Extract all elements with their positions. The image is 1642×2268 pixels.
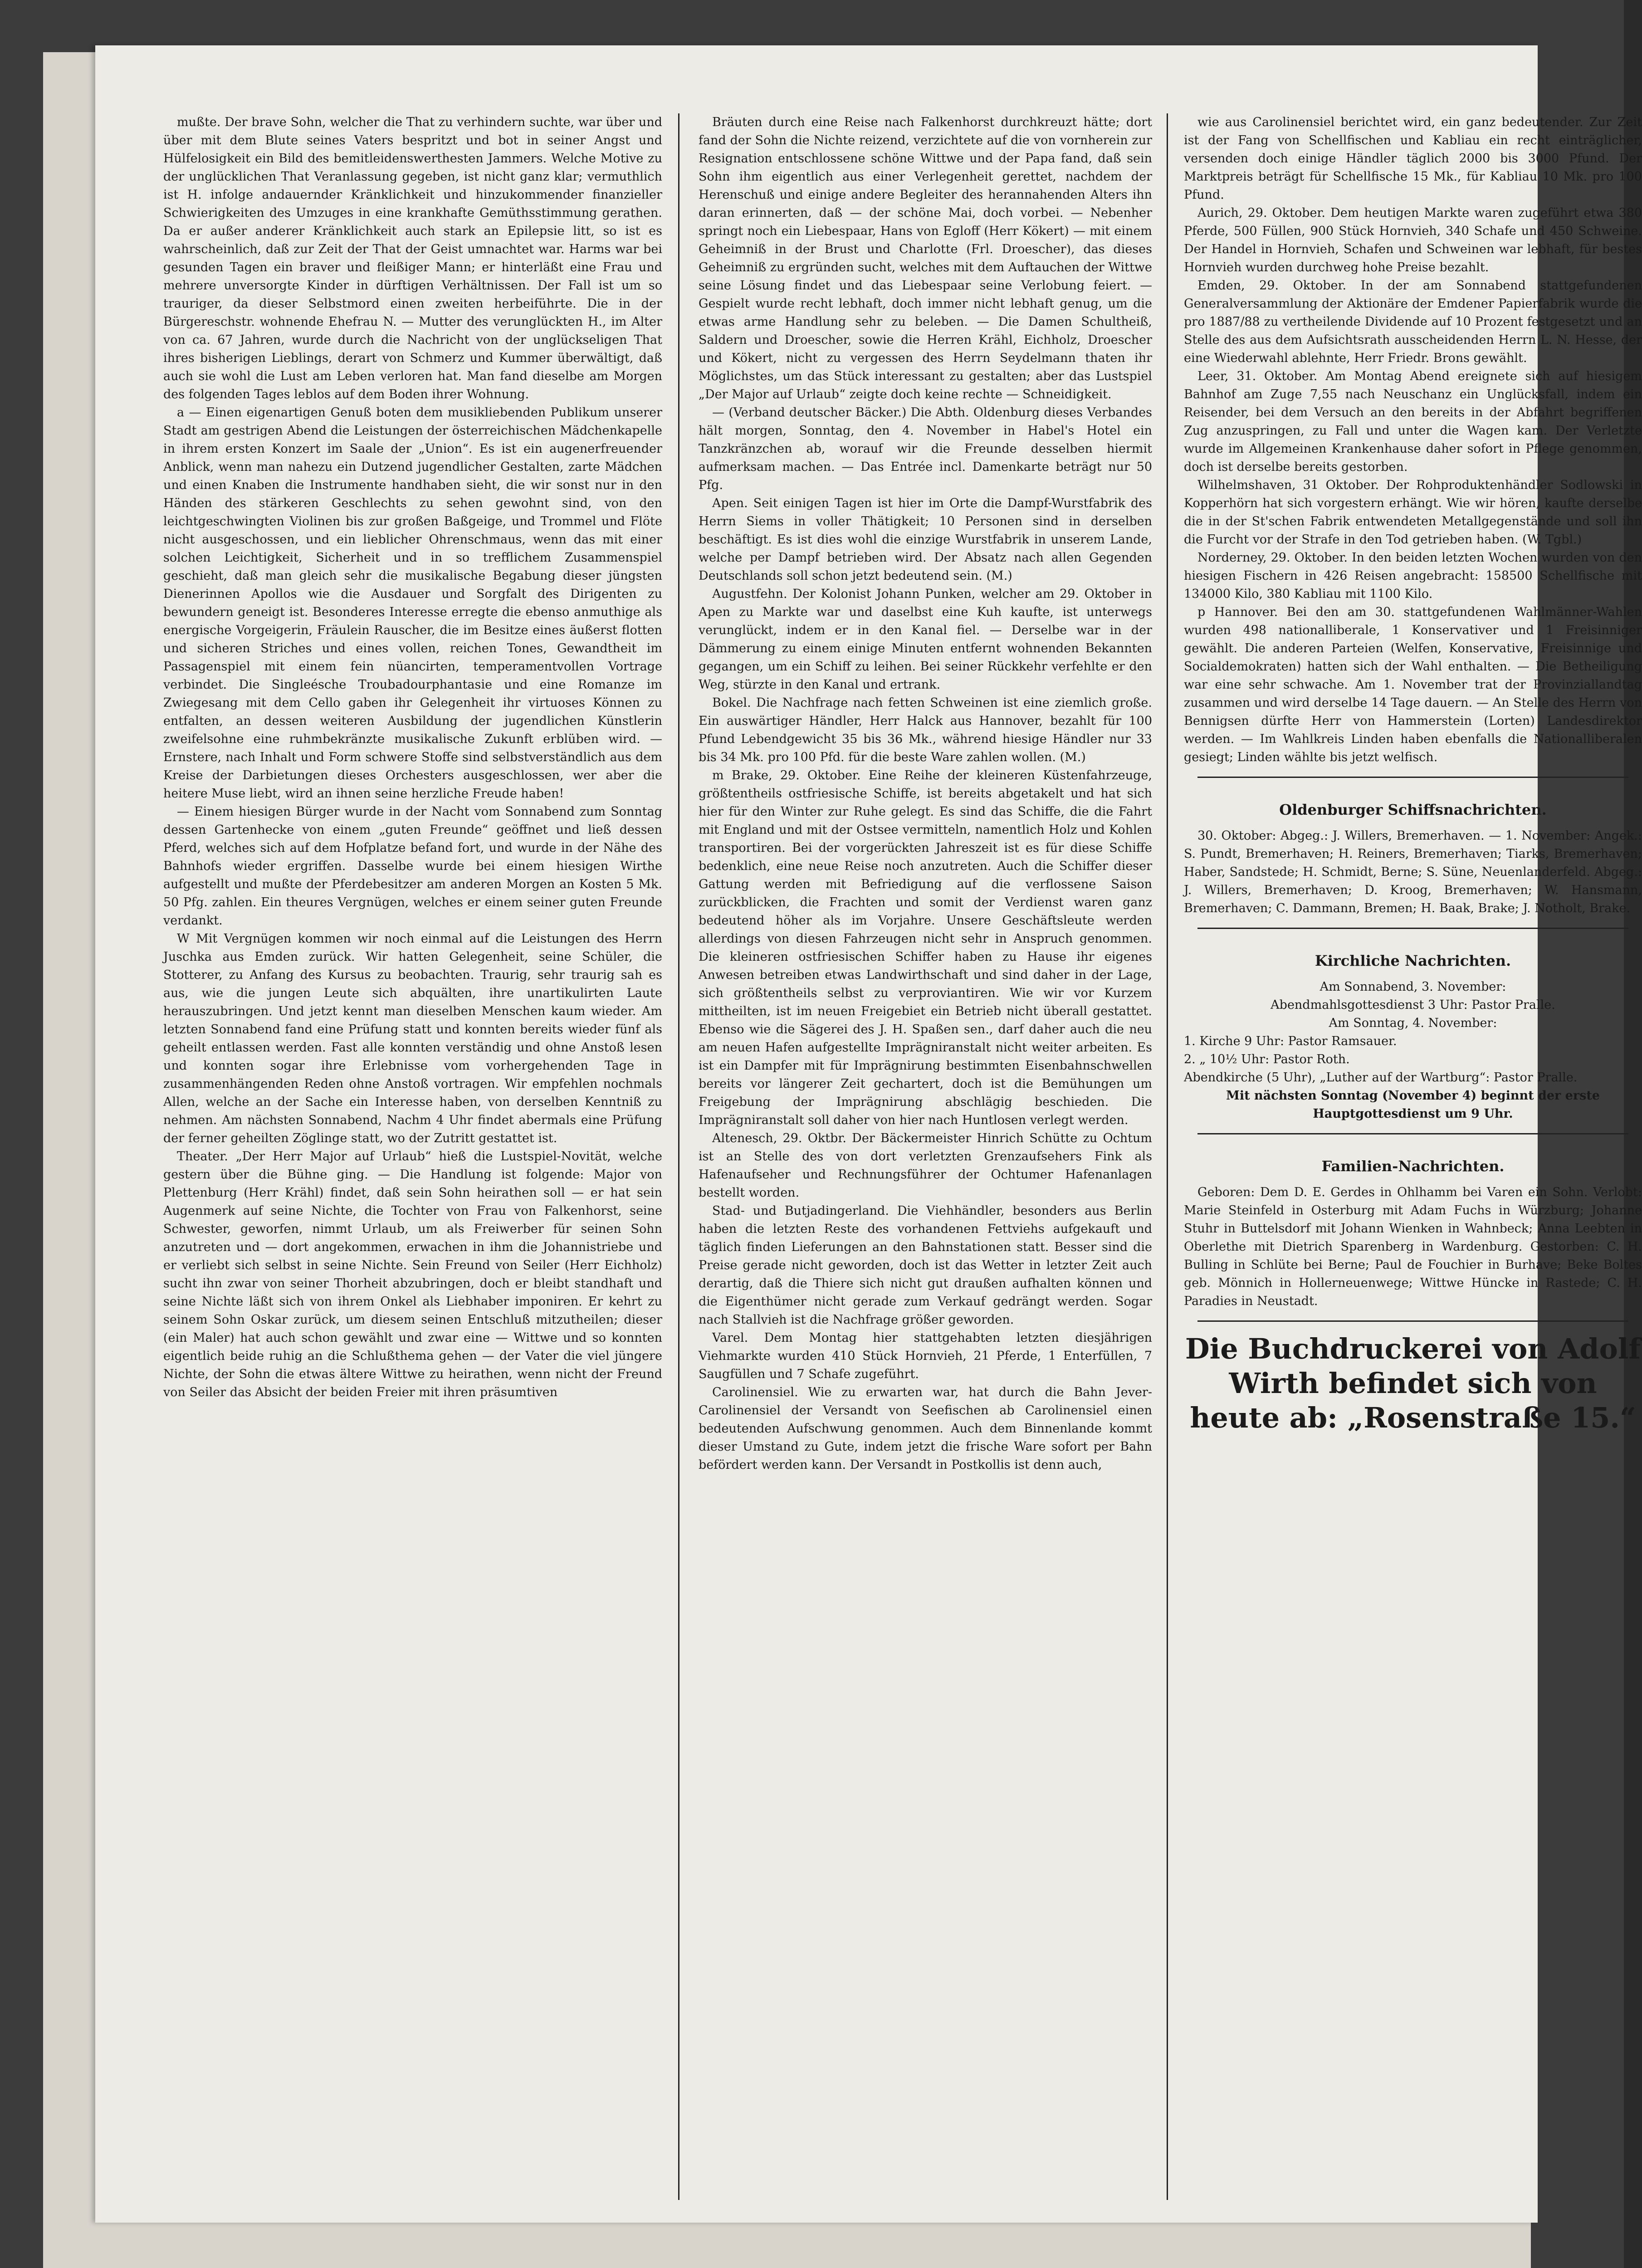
- article-hannover: p Hannover. Bei den am 30. stattgefundenen Wahlmänner-Wahlen wurden 498 nationalliberale, 1 Konservativer und 1 Freisinniger gewählt. Die anderen Parteien (Welfen, Konservative, Freisinnige und Socialdemokraten) hatten sich der Wahl enthalten. — Die Betheiligung war eine sehr schwache. Am 1. November trat der Provinziallandtag zusammen und wird derselbe 14 Tage dauern. — An Stelle des Herrn von Bennigsen dürfte Herr von Hammerstein (Lorten) Landesdirektor werden. — Im Wahlkreis Linden haben ebenfalls die Nationalliberalen gesiegt; Linden wählte bis jetzt welfisch.: [1184, 605, 1642, 764]
- church-line: 2. „ 10½ Uhr: Pastor Roth.: [1184, 1052, 1350, 1066]
- article-norderney: Norderney, 29. Oktober. In den beiden letzten Wochen wurden von den hiesigen Fischern in 426 Reisen angebracht: 158500 Schellfische mit 134000 Kilo, 380 Kabliau mit 1100 Kilo.: [1184, 551, 1642, 601]
- article-bokel: Bokel. Die Nachfrage nach fetten Schweinen ist eine ziemlich große. Ein auswärtiger Händler, Herr Halck aus Hannover, bezahlt für 100 Pfund Lebendgewicht 35 bis 36 Mk., während hiesige Händler nur 33 bis 34 Mk. pro 100 Pfd. für die beste Ware zahlen wollen. (M.): [699, 696, 1152, 764]
- church-line: Am Sonntag, 4. November:: [1329, 1016, 1497, 1030]
- article-carolinensiel: Carolinensiel. Wie zu erwarten war, hat durch die Bahn Jever-Carolinensiel der Versandt von Seefischen ab Carolinensiel einen bedeutenden Aufschwung genommen. Auch dem Binnenlande kommt dieser Umstand zu Gute, indem jetzt die frische Ware sofort per Bahn befördert werden kann. Der Versandt in Postkollis ist denn auch,: [699, 1385, 1152, 1472]
- church-line: Abendkirche (5 Uhr), „Luther auf der Wartburg“: Pastor Pralle.: [1184, 1070, 1578, 1085]
- article-altenesch: Altenesch, 29. Oktbr. Der Bäckermeister Hinrich Schütte zu Ochtum ist an Stelle des von dort verletzten Grenzaufsehers Fink als Hafenaufseher und Rechnungsführer der Ochtumer Hafenanlagen bestellt worden.: [699, 1131, 1152, 1200]
- article-suicide: mußte. Der brave Sohn, welcher die That zu verhindern suchte, war über und über mit dem Blute seines Vaters bespritzt und bot in seiner Angst und Hülfelosigkeit ein Bild des bemitleidenswerthesten Jammers. Welche Motive zu der unglücklichen That Veranlassung gegeben, ist nicht ganz klar; vermuthlich ist H. infolge andauernder Kränklichkeit und hinzukommender finanzieller Schwierigkeiten des Umzuges in eine krankhafte Gemüthsstimmung gerathen. Da er außer anderer Kränklichkeit auch stark an Epilepsie litt, so ist es wahrscheinlich, daß zur Zeit der That der Geist umnachtet war. Harms war bei gesunden Tagen ein braver und fleißiger Mann; er hinterläßt eine Frau und mehrere unversorgte Kinder in dürftigen Verhältnissen. Der Fall ist um so trauriger, da dieser Selbstmord einen zweiten herbeiführte. Die in der Bürgereschstr. wohnende Ehefrau N. — Mutter des verunglückten H., im Alter von ca. 67 Jahren, wurde durch die Nachricht von der unglückseligen That ihres bisherigen Lieblings, derart von Schmerz und Kummer überwältigt, daß auch sie wohl die Lust am Leben verloren hat. Man fand dieselbe am Morgen des folgenden Tages leblos auf dem Boden ihrer Wohnung.: [163, 115, 662, 401]
- church-line: Am Sonnabend, 3. November:: [1319, 980, 1506, 994]
- article-horse: — Einem hiesigen Bürger wurde in der Nacht vom Sonnabend zum Sonntag dessen Gartenhecke von einem „guten Freunde“ geöffnet und ließ dessen Pferd, welches sich auf dem Hofplatze befand fort, und wurde in der Nähe des Bahnhofs wieder ergriffen. Dasselbe wurde bei einem hiesigen Wirthe aufgestellt und mußte der Pferdebesitzer am anderen Morgen an Kosten 5 Mk. 50 Pfg. zahlen. Ein theures Vergnügen, welches er einem seiner guten Freunde verdankt.: [163, 805, 662, 928]
- column-rule: [678, 113, 679, 2200]
- family-heading: Familien-Nachrichten.: [1321, 1158, 1505, 1175]
- article-brake: m Brake, 29. Oktober. Eine Reihe der kleineren Küstenfahrzeuge, größtentheils ostfriesische Schiffe, ist bereits abgetakelt und hat sich hier für den Winter zur Ruhe gelegt. Es sind das Schiffe, die die Fahrt mit England und mit der Ostsee vermitteln, namentlich Holz und Kohlen transportiren. Bei der vorgerückten Jahreszeit ist es für diese Schiffe bedenklich, eine neue Reise noch anzutreten. Auch die Schiffer dieser Gattung werden mit Befriedigung auf die verflossene Saison zurückblicken, die Frachten und somit der Verdienst waren ganz bedeutend höher als im Vorjahre. Unsere Geschäftsleute werden allerdings von diesen Fahrzeugen nicht sehr in Anspruch genommen. Die kleineren ostfriesischen Schiffer haben zu Hause ihr eigenes Anwesen betreiben etwas Landwirthschaft und sind daher in der Lage, sich größtentheils selbst zu verproviantiren. Wie wir vor Kurzem mittheilten, ist im neuen Freigebiet ein Betrieb nicht überall gestattet. Ebenso wie die Sägerei des J. H. Spaßen sen., darf daher auch die neu am neuen Hafen aufgestellte Imprägniranstalt nicht weiter arbeiten. Es ist ein Dampfer mit für Imprägnirung bestimmten Eisenbahnschwellen bereits vor längerer Zeit gechartert, doch ist die Bemühungen um Freigebung der Imprägnirung abschlägig beschieden. Die Imprägniranstalt soll daher von hier nach Huntlosen verlegt werden.: [699, 768, 1152, 1127]
- print-shop-advert: Die Buchdruckerei von Adolf Wirth befindet sich von heute ab: „Rosenstraße 15.“: [1185, 1332, 1641, 1434]
- article-wilhelmshaven: Wilhelmshaven, 31 Oktober. Der Rohproduktenhändler Sodlowski in Kopperhörn hat sich vorgestern erhängt. Wie wir hören, kaufte derselbe die in der St'schen Fabrik entwendeten Metallgegenstände und soll ihn die Furcht vor der Strafe in den Tod getrieben haben. (W. Tgbl.): [1184, 478, 1642, 547]
- article-theater: Theater. „Der Herr Major auf Urlaub“ hieß die Lustspiel-Novität, welche gestern über die Bühne ging. — Die Handlung ist folgende: Major von Plettenburg (Herr Krähl) findet, daß sein Sohn heirathen soll — er hat sein Augenmerk auf seine Nichte, die Tochter von Frau von Falkenhorst, seine Schwester, geworfen, nimmt Urlaub, um als Freiwerber für seinen Sohn anzutreten und — dort angekommen, erwachen in ihm die Johannistriebe und er verliebt sich selbst in seine Nichte. Sein Freund von Seiler (Herr Eichholz) sucht ihn zwar von seiner Thorheit abzubringen, doch er bleibt standhaft und seine Nichte läßt sich von ihrem Onkel als Liebhaber imponiren. Er kehrt zu seinem Sohn Oskar zurück, um diesem seinen Entschluß mitzutheilen; dieser (ein Maler) hat auch schon gewählt und zwar eine — Wittwe und so konnten eigentlich beide ruhig an die Schlußthema gehen — der Vater die viel jüngere Nichte, der Sohn die etwas ältere Wittwe zu heirathen, wenn nicht der Freund von Seiler das Absicht der beiden Freier mit ihren präsumtiven: [163, 1149, 662, 1399]
- church-line: Abendmahlsgottesdienst 3 Uhr: Pastor Pralle.: [1271, 998, 1555, 1012]
- article-concert: a — Einen eigenartigen Genuß boten dem musikliebenden Publikum unserer Stadt am gestrigen Abend die Leistungen der österreichischen Mädchenkapelle in ihrem ersten Konzert im Saale der „Union“. Es ist ein augenerfreuender Anblick, wenn man nahezu ein Dutzend jugendlicher Gestalten, zarte Mädchen und einen Knaben die Instrumente handhaben sieht, die wir sonst nur in den Händen des stärkeren Geschlechts zu sehen gewohnt sind, von den leichtgeschwingten Violinen bis zur großen Baßgeige, und Trommel und Flöte nicht ausgeschossen, und ein lieblicher Ohrenschmaus, wenn das mit einer solchen Leichtigkeit, Sicherheit und in so trefflichem Zusammenspiel geschieht, daß man gleich sehr die musikalische Begabung dieser jüngsten Dienerinnen Apollos wie die Ausdauer und Sorgfalt des Dirigenten zu bewundern geneigt ist. Besonderes Interesse erregte die ebenso anmuthige als energische Vorgeigerin, Fräulein Rauscher, die im Besitze eines äußerst flotten und sicheren Striches und eines vollen, reichen Tones, Gewandtheit im Passagenspiel mit einem fein nüancirten, temperamentvollen Vortrage verbindet. Die Singleésche Troubadourphantasie und eine Romanze im Zwiegesang mit dem Cello gaben ihr Gelegenheit ihr virtuoses Können zu entfalten, an dessen weiteren Ausbildung der jugendlichen Künstlerin zweifelsohne eine ruhmbekränzte musikalische Zukunft erblüben wird. — Ernstere, nach Inhalt und Form schwere Stoffe sind selbstverständlich aus dem Kreise der Darbietungen dieses Orchesters ausgeschlossen, wer aber die heitere Muse liebt, wird an ihnen seine herzliche Freude haben!: [163, 406, 662, 801]
- article-leer: Leer, 31. Oktober. Am Montag Abend ereignete sich auf hiesigem Bahnhof am Zuge 7,55 nach Neuschanz ein Unglücksfall, indem ein Reisender, bei dem Versuch an den bereits in der Abfahrt begriffenen Zug anzuspringen, zu Fall und unter die Wagen kam. Der Verletzte wurde im Allgemeinen Krankenhause daher sofort in Pflege genommen, doch ist derselbe bereits gestorben.: [1184, 369, 1642, 474]
- section-divider: [1197, 928, 1628, 929]
- article-augustfehn: Augustfehn. Der Kolonist Johann Punken, welcher am 29. Oktober in Apen zu Markte war und daselbst eine Kuh kaufte, ist unterwegs verunglückt, indem er in den Kanal fiel. — Derselbe war in der Dämmerung zu einem einige Minuten entfernt wohnenden Bekannten gegangen, um ein Schiff zu leihen. Bei seiner Rückkehr verfehlte er den Weg, stürzte in den Kanal und ertrank.: [699, 587, 1152, 692]
- column-middle: [699, 113, 1152, 1474]
- article-bakers: — (Verband deutscher Bäcker.) Die Abth. Oldenburg dieses Verbandes hält morgen, Sonntag, den 4. November in Habel's Hotel ein Tanzkränzchen ab, worauf wir die Freunde desselben hiermit aufmerksam machen. — Das Entrée incl. Damenkarte beträgt nur 50 Pfg.: [699, 406, 1152, 492]
- article-butjadingerland: Stad- und Butjadingerland. Die Viehhändler, besonders aus Berlin haben die letzten Reste des vorhandenen Fettviehs aufgekauft und täglich finden Lieferungen an den Bahnstationen statt. Besser sind die Preise gerade nicht geworden, doch ist das Wetter in letzter Zeit auch derartig, daß die Thiere sich nicht gut draußen aufhalten können und die Eigenthümer nicht gerade zum Verkauf gedrängt werden. Sogar nach Stallvieh ist die Nachfrage größer geworden.: [699, 1204, 1152, 1327]
- ships-list: 30. Oktober: Abgeg.: J. Willers, Bremerhaven. — 1. November: Angek.: S. Pundt, Bremerhaven; H. Reiners, Bremerhaven; Tiarks, Bremerhaven; Haber, Sandstede; H. Schmidt, Berne; S. Süne, Neuenlanderfeld. Abgeg.: J. Willers, Bremerhaven; D. Kroog, Bremerhaven; W. Hansmann, Bremerhaven; C. Dammann, Bremen; H. Baak, Brake; J. Notholt, Brake.: [1184, 829, 1642, 915]
- church-heading: Kirchliche Nachrichten.: [1315, 952, 1511, 969]
- article-theater-cont: Bräuten durch eine Reise nach Falkenhorst durchkreuzt hätte; dort fand der Sohn die Nichte reizend, verzichtete auf die von vornherein zur Resignation entschlossene schöne Wittwe und der Papa fand, daß sein Sohn ihm eigentlich aus einer Verlegenheit gerettet, nachdem der Herenschuß und einige andere Begleiter des herannahenden Alters ihn daran erinnerten, daß — der schöne Mai, doch vorbei. — Nebenher springt noch ein Liebespaar, Hans von Egloff (Herr Kökert) — mit einem Geheimniß in der Brust und Charlotte (Frl. Droescher), das dieses Geheimniß zu ergründen sucht, welches mit dem Auftauchen der Wittwe seine Lösung findet und das Liebespaar seine Verlobung feiert. — Gespielt wurde recht lebhaft, doch immer nicht lebhaft genug, um die etwas arme Handlung sehr zu beleben. — Die Damen Schultheiß, Saldern und Droescher, sowie die Herren Krähl, Eichholz, Droescher und Kökert, nicht zu vergessen des Herrn Seydelmann thaten ihr Möglichstes, um das Stück interessant zu gestalten; aber das Lustspiel „Der Major auf Urlaub“ zeigte doch keine rechte — Schneidigkeit.: [699, 115, 1152, 401]
- church-line: 1. Kirche 9 Uhr: Pastor Ramsauer.: [1184, 1034, 1397, 1048]
- newspaper-page: [95, 45, 1642, 2223]
- article-stutterers: W Mit Vergnügen kommen wir noch einmal auf die Leistungen des Herrn Juschka aus Emden zurück. Wir hatten Gelegenheit, seine Schüler, die Stotterer, zu Anfang des Kursus zu beobachten. Traurig, sehr traurig sah es aus, wie die jungen Leute sich abquälten, ihre unartikulirten Laute herauszubringen. Und jetzt kennt man dieselben Menschen kaum wieder. Am letzten Sonnabend fand eine Prüfung statt und konnten bereits wieder fünf als geheilt entlassen werden. Fast alle konnten verständig und ohne Anstoß lesen und konnten sogar ihre Erlebnisse vom vorhergehenden Tage in zusammenhängenden Reden ohne Anstoß vortragen. Wir empfehlen nochmals Allen, welche an der Sache ein Interesse haben, von derselben Kenntniß zu nehmen. Am nächsten Sonnabend, Nachm 4 Uhr findet abermals eine Prüfung der ferner geheilten Zöglinge statt, wo der Zutritt gestattet ist.: [163, 932, 662, 1145]
- section-divider: [1197, 1320, 1628, 1322]
- family-list: Geboren: Dem D. E. Gerdes in Ohlhamm bei Varen ein Sohn. Verlobt: Marie Steinfeld in Osterburg mit Adam Fuchs in Würzburg; Johanne Stuhr in Buttelsdorf mit Johann Wienken in Wahnbeck; Anna Leebten in Oberlethe mit Dietrich Sparenberg in Wardenburg. Gestorben: C. H. Bulling in Schlüte bei Berne; Paul de Fouchier in Burhave; Beke Boltes geb. Mönnich in Hollerneuenwege; Wittwe Hüncke in Rastede; C. H. Paradies in Neustadt.: [1184, 1185, 1642, 1308]
- article-aurich: Aurich, 29. Oktober. Dem heutigen Markte waren zugeführt etwa 380 Pferde, 500 Füllen, 900 Stück Hornvieh, 340 Schafe und 450 Schweine. Der Handel in Hornvieh, Schafen und Schweinen war lebhaft, für bestes Hornvieh wurden durchweg hohe Preise bezahlt.: [1184, 206, 1642, 274]
- article-emden: Emden, 29. Oktober. In der am Sonnabend stattgefundenen Generalversammlung der Aktionäre der Emdener Papierfabrik wurde die pro 1887/88 zu vertheilende Dividende auf 10 Prozent festgesetzt und an Stelle des aus dem Aufsichtsrath ausscheidenden Herrn L. N. Hesse, der eine Wiederwahl ablehnte, Herr Friedr. Brons gewählt.: [1184, 279, 1642, 365]
- section-divider: [1197, 1133, 1628, 1134]
- article-apen: Apen. Seit einigen Tagen ist hier im Orte die Dampf-Wurstfabrik des Herrn Siems in voller Thätigkeit; 10 Personen sind in derselben beschäftigt. Es ist dies wohl die einzige Wurstfabrik in unserem Lande, welche per Dampf betrieben wird. Der Absatz nach allen Gegenden Deutschlands soll schon jetzt bedeutend sein. (M.): [699, 496, 1152, 583]
- column-right: [1184, 113, 1642, 1435]
- article-varel: Varel. Dem Montag hier stattgehabten letzten diesjährigen Viehmarkte wurden 410 Stück Hornvieh, 21 Pferde, 1 Enterfüllen, 7 Saugfüllen und 7 Schafe zugeführt.: [699, 1331, 1152, 1381]
- column-rule: [1167, 113, 1168, 2200]
- church-notice: Mit nächsten Sonntag (November 4) beginnt der erste Hauptgottesdienst um 9 Uhr.: [1226, 1089, 1600, 1121]
- article-carolinensiel-cont: wie aus Carolinensiel berichtet wird, ein ganz bedeutender. Zur Zeit ist der Fang von Schellfischen und Kabliau ein recht einträglicher, versenden doch einige Händler täglich 2000 bis 3000 Pfund. Der Marktpreis beträgt für Schellfische 15 Mk., für Kabliau 10 Mk. pro 100 Pfund.: [1184, 115, 1642, 202]
- column-left: [163, 113, 662, 1402]
- ships-heading: Oldenburger Schiffsnachrichten.: [1279, 801, 1547, 818]
- section-divider: [1197, 777, 1628, 778]
